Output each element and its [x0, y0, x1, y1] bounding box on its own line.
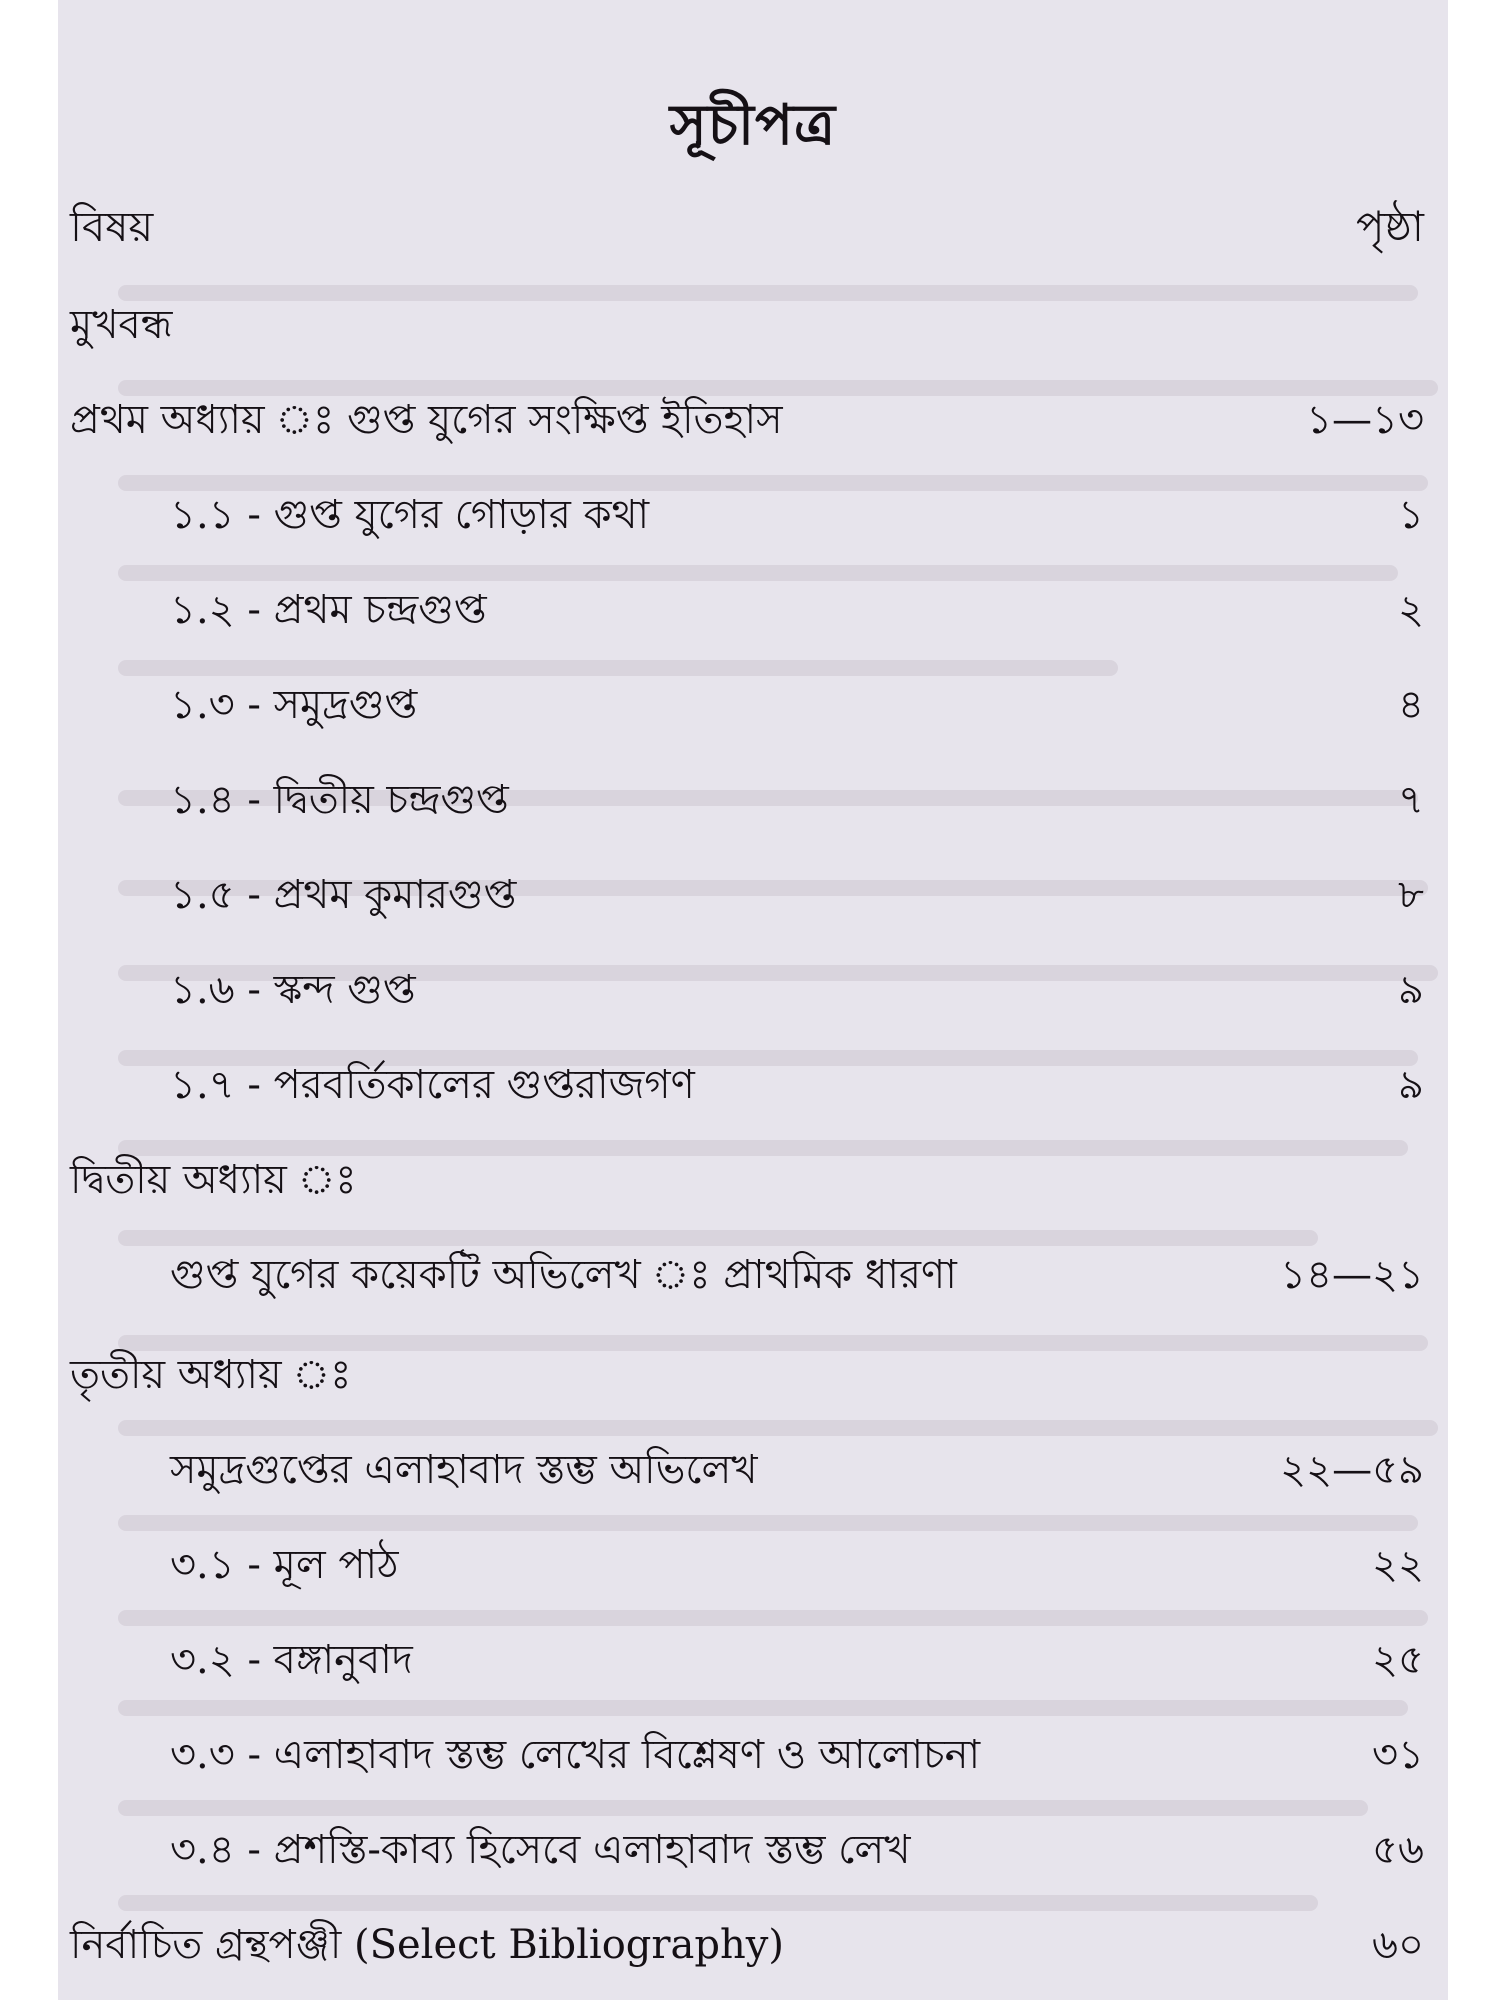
entry-page: ১ — [1398, 492, 1424, 538]
bleed-through-line — [118, 1420, 1438, 1436]
entry-page: ৯ — [1398, 967, 1424, 1013]
entry-page: ৪ — [1398, 682, 1424, 728]
entry-page: ২৫ — [1372, 1637, 1424, 1683]
toc-entry-1-7 — [58, 1050, 1448, 1120]
entry-page: ৫৬ — [1372, 1827, 1424, 1873]
entry-page: ২ — [1397, 587, 1424, 633]
toc-entry-1-6 — [58, 955, 1448, 1025]
right-margin — [1448, 0, 1500, 2000]
entry-label: ১.২ - প্রথম চন্দ্রগুপ্ত — [170, 587, 487, 633]
toc-entry-1-2 — [58, 575, 1448, 645]
entry-page: ১—১৩ — [1306, 397, 1424, 443]
entry-page: ৭ — [1397, 777, 1424, 823]
entry-label: সমুদ্রগুপ্তের এলাহাবাদ স্তম্ভ অভিলেখ — [170, 1447, 758, 1493]
entry-page: ৩১ — [1372, 1732, 1424, 1778]
entry-page: ১৪—২১ — [1280, 1252, 1424, 1298]
toc-entry-3-4 — [58, 1815, 1448, 1885]
entry-label: গুপ্ত যুগের কয়েকটি অভিলেখ ঃ প্রাথমিক ধারণা — [170, 1252, 957, 1298]
toc-entry-1-5 — [58, 860, 1448, 930]
toc-entry-chapter-2-title — [58, 1240, 1448, 1310]
entry-label: ৩.৪ - প্রশস্তি-কাব্য হিসেবে এলাহাবাদ স্তম্ভ লেখ — [170, 1827, 911, 1873]
entry-page: ২২—৫৯ — [1280, 1447, 1424, 1493]
subject-column-header: বিষয় — [70, 202, 154, 251]
left-margin — [0, 0, 58, 2000]
column-header-row — [58, 192, 1448, 262]
toc-entry-1-3 — [58, 670, 1448, 740]
page-title: সূচীপত্র — [669, 92, 837, 158]
bleed-through-line — [118, 1515, 1418, 1531]
toc-entry-bibliography — [58, 1910, 1448, 1980]
entry-label: ৩.১ - মূল পাঠ — [170, 1542, 399, 1588]
bleed-through-line — [118, 1895, 1318, 1911]
entry-label: ১.৪ - দ্বিতীয় চন্দ্রগুপ্ত — [170, 777, 509, 823]
toc-entry-3-2 — [58, 1625, 1448, 1695]
document-page — [58, 0, 1448, 2000]
entry-label: ১.৩ - সমুদ্রগুপ্ত — [170, 682, 418, 728]
entry-label: ৩.২ - বঙ্গানুবাদ — [170, 1637, 413, 1683]
bleed-through-line — [118, 1610, 1428, 1626]
bleed-through-line — [118, 1700, 1408, 1716]
entry-label: তৃতীয় অধ্যায় ঃ — [70, 1352, 352, 1398]
entry-page: ৯ — [1398, 1062, 1424, 1108]
toc-entry-1-1 — [58, 480, 1448, 550]
entry-label: মুখবন্ধ — [70, 302, 173, 348]
toc-entry-preface — [58, 290, 1448, 360]
entry-label: ১.৭ - পরবর্তিকালের গুপ্তরাজগণ — [170, 1062, 695, 1108]
entry-label: ৩.৩ - এলাহাবাদ স্তম্ভ লেখের বিশ্লেষণ ও আলোচনা — [170, 1732, 981, 1778]
entry-page: ২২ — [1371, 1542, 1424, 1588]
toc-entry-chapter-2 — [58, 1145, 1448, 1215]
toc-entry-chapter-3 — [58, 1340, 1448, 1410]
entry-label: দ্বিতীয় অধ্যায় ঃ — [70, 1157, 357, 1203]
toc-entry-chapter-1 — [58, 385, 1448, 455]
entry-label: নির্বাচিত গ্রন্থপঞ্জী (Select Bibliography) — [70, 1922, 784, 1968]
page-column-header: পৃষ্ঠা — [1355, 202, 1424, 251]
entry-page: ৬০ — [1371, 1922, 1424, 1968]
bleed-through-line — [118, 1800, 1368, 1816]
entry-label: ১.৫ - প্রথম কুমারগুপ্ত — [170, 872, 517, 918]
toc-entry-1-4 — [58, 765, 1448, 835]
toc-entry-3-3 — [58, 1720, 1448, 1790]
entry-label: প্রথম অধ্যায় ঃ গুপ্ত যুগের সংক্ষিপ্ত ইতিহাস — [70, 397, 783, 443]
entry-label: ১.৬ - স্কন্দ গুপ্ত — [170, 967, 416, 1013]
toc-entry-chapter-3-title — [58, 1435, 1448, 1505]
toc-entry-3-1 — [58, 1530, 1448, 1600]
entry-label: ১.১ - গুপ্ত যুগের গোড়ার কথা — [170, 492, 650, 538]
entry-page: ৮ — [1398, 872, 1424, 918]
